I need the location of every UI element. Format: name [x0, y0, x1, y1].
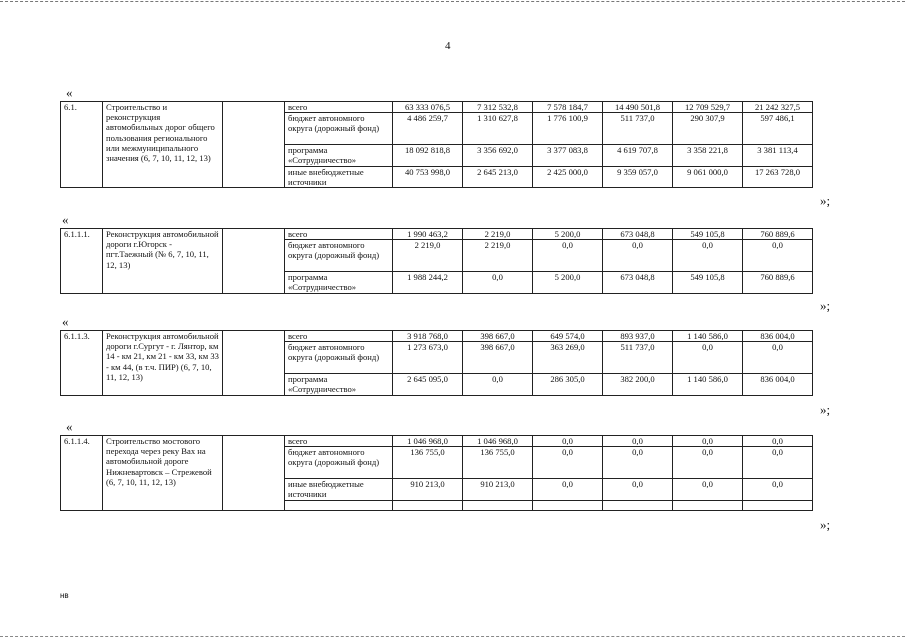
amount-cell	[743, 500, 813, 510]
amount-cell: 9 061 000,0	[673, 166, 743, 187]
funding-source-label: иные внебюджетные источники	[285, 479, 393, 500]
amount-cell: 0,0	[533, 240, 603, 272]
amount-cell: 1 988 244,2	[393, 272, 463, 293]
page-number: 4	[445, 40, 451, 52]
amount-cell: 2 425 000,0	[533, 166, 603, 187]
executor-cell	[223, 229, 285, 294]
amount-cell: 0,0	[673, 447, 743, 479]
closing-quote: »;	[820, 193, 831, 208]
amount-cell: 3 381 113,4	[743, 145, 813, 166]
closing-quote: »;	[820, 402, 831, 417]
amount-cell: 363 269,0	[533, 342, 603, 374]
amount-cell: 9 359 057,0	[603, 166, 673, 187]
amount-cell: 63 333 076,5	[393, 102, 463, 113]
amount-cell: 0,0	[603, 436, 673, 447]
amount-cell: 14 490 501,8	[603, 102, 673, 113]
amount-cell: 0,0	[603, 240, 673, 272]
table-body	[61, 331, 813, 396]
amount-cell: 893 937,0	[603, 331, 673, 342]
item-code: 6.1.	[61, 102, 103, 188]
funding-source-label: программа «Сотрудничество»	[285, 272, 393, 293]
item-name: Реконструкция автомобильной дороги г.Сургут - г. Лянтор, км 14 - км 21, км 21 - км 33, км 33 - км 44, (в т.ч. ПИР) (6, 7, 10, 11, 12, 13)	[103, 331, 223, 396]
amount-cell: 0,0	[603, 479, 673, 500]
item-name: Реконструкция автомобильной дороги г.Югорск - пгт.Таежный (№ 6, 7, 10, 11, 12, 13)	[103, 229, 223, 294]
funding-source-label: бюджет автономного округа (дорожный фонд)	[285, 113, 393, 145]
funding-source-label: иные внебюджетные источники	[285, 166, 393, 187]
amount-cell: 3 356 692,0	[463, 145, 533, 166]
amount-cell	[393, 500, 463, 510]
amount-cell: 0,0	[533, 447, 603, 479]
amount-cell: 1 046 968,0	[393, 436, 463, 447]
amount-cell: 4 486 259,7	[393, 113, 463, 145]
amount-cell: 2 645 095,0	[393, 374, 463, 395]
amount-cell: 0,0	[743, 479, 813, 500]
amount-cell: 0,0	[603, 447, 673, 479]
amount-cell: 0,0	[743, 240, 813, 272]
amount-cell: 0,0	[743, 342, 813, 374]
amount-cell: 549 105,8	[673, 229, 743, 240]
amount-cell: 760 889,6	[743, 229, 813, 240]
amount-cell: 136 755,0	[463, 447, 533, 479]
amount-cell	[673, 500, 743, 510]
amount-cell: 673 048,8	[603, 272, 673, 293]
budget-table-6-1-1-1	[60, 228, 813, 294]
item-name: Строительство и реконструкция автомобильных дорог общего пользования регионального или межмуниципального значения (6, 7, 10, 11, 12, 13)	[103, 102, 223, 188]
scan-edge-bottom	[0, 636, 905, 637]
amount-cell: 382 200,0	[603, 374, 673, 395]
funding-source-label: всего	[285, 331, 393, 342]
amount-cell: 18 092 818,8	[393, 145, 463, 166]
amount-cell: 3 377 083,8	[533, 145, 603, 166]
opening-quote: «	[66, 419, 73, 434]
funding-source-label: всего	[285, 229, 393, 240]
amount-cell: 910 213,0	[393, 479, 463, 500]
closing-quote: »;	[820, 298, 831, 313]
amount-cell: 12 709 529,7	[673, 102, 743, 113]
budget-table-6-1-1-3	[60, 330, 813, 396]
amount-cell: 1 046 968,0	[463, 436, 533, 447]
amount-cell	[463, 500, 533, 510]
amount-cell: 0,0	[673, 479, 743, 500]
opening-quote: «	[66, 85, 73, 100]
amount-cell	[603, 500, 673, 510]
amount-cell: 5 200,0	[533, 272, 603, 293]
amount-cell: 649 574,0	[533, 331, 603, 342]
amount-cell: 290 307,9	[673, 113, 743, 145]
item-code: 6.1.1.3.	[61, 331, 103, 396]
amount-cell: 760 889,6	[743, 272, 813, 293]
amount-cell: 0,0	[673, 436, 743, 447]
amount-cell: 40 753 998,0	[393, 166, 463, 187]
amount-cell: 398 667,0	[463, 342, 533, 374]
table-row	[61, 102, 813, 113]
amount-cell: 673 048,8	[603, 229, 673, 240]
amount-cell: 836 004,0	[743, 374, 813, 395]
amount-cell: 836 004,0	[743, 331, 813, 342]
table-row	[61, 229, 813, 240]
amount-cell: 17 263 728,0	[743, 166, 813, 187]
amount-cell: 1 310 627,8	[463, 113, 533, 145]
table-row	[61, 331, 813, 342]
item-code: 6.1.1.1.	[61, 229, 103, 294]
amount-cell: 398 667,0	[463, 331, 533, 342]
amount-cell: 3 358 221,8	[673, 145, 743, 166]
amount-cell: 1 273 673,0	[393, 342, 463, 374]
funding-source-label: программа «Сотрудничество»	[285, 374, 393, 395]
amount-cell: 0,0	[533, 436, 603, 447]
table-body	[61, 102, 813, 188]
executor-cell	[223, 102, 285, 188]
amount-cell: 3 918 768,0	[393, 331, 463, 342]
amount-cell: 21 242 327,5	[743, 102, 813, 113]
item-code: 6.1.1.4.	[61, 436, 103, 511]
amount-cell: 511 737,0	[603, 342, 673, 374]
amount-cell: 0,0	[743, 436, 813, 447]
opening-quote: «	[62, 212, 69, 227]
amount-cell: 2 219,0	[393, 240, 463, 272]
amount-cell: 1 990 463,2	[393, 229, 463, 240]
amount-cell	[533, 500, 603, 510]
amount-cell: 910 213,0	[463, 479, 533, 500]
funding-source-label: программа «Сотрудничество»	[285, 145, 393, 166]
amount-cell: 2 645 213,0	[463, 166, 533, 187]
amount-cell: 286 305,0	[533, 374, 603, 395]
funding-source-label: бюджет автономного округа (дорожный фонд)	[285, 447, 393, 479]
table-row	[61, 436, 813, 447]
funding-source-label: бюджет автономного округа (дорожный фонд)	[285, 240, 393, 272]
amount-cell: 4 619 707,8	[603, 145, 673, 166]
amount-cell: 5 200,0	[533, 229, 603, 240]
scan-edge-top	[0, 1, 905, 2]
amount-cell: 2 219,0	[463, 229, 533, 240]
amount-cell: 597 486,1	[743, 113, 813, 145]
funding-source-label: всего	[285, 436, 393, 447]
funding-source-label: всего	[285, 102, 393, 113]
executor-cell	[223, 436, 285, 511]
table-body	[61, 229, 813, 294]
amount-cell: 7 312 532,8	[463, 102, 533, 113]
footer-mark: нв	[60, 591, 69, 600]
amount-cell: 0,0	[463, 272, 533, 293]
amount-cell: 0,0	[743, 447, 813, 479]
amount-cell: 549 105,8	[673, 272, 743, 293]
amount-cell: 1 776 100,9	[533, 113, 603, 145]
budget-table-6-1	[60, 101, 813, 188]
amount-cell: 0,0	[533, 479, 603, 500]
amount-cell: 136 755,0	[393, 447, 463, 479]
closing-quote: »;	[820, 517, 831, 532]
amount-cell: 0,0	[463, 374, 533, 395]
amount-cell: 0,0	[673, 342, 743, 374]
amount-cell: 1 140 586,0	[673, 374, 743, 395]
amount-cell: 0,0	[673, 240, 743, 272]
executor-cell	[223, 331, 285, 396]
amount-cell: 7 578 184,7	[533, 102, 603, 113]
opening-quote: «	[62, 314, 69, 329]
item-name: Строительство мостового перехода через реку Вах на автомобильной дороге Нижневартовск – Стрежевой (6, 7, 10, 11, 12, 13)	[103, 436, 223, 511]
funding-source-label	[285, 500, 393, 510]
amount-cell: 2 219,0	[463, 240, 533, 272]
amount-cell: 511 737,0	[603, 113, 673, 145]
amount-cell: 1 140 586,0	[673, 331, 743, 342]
table-body	[61, 436, 813, 511]
budget-table-6-1-1-4	[60, 435, 813, 511]
funding-source-label: бюджет автономного округа (дорожный фонд)	[285, 342, 393, 374]
